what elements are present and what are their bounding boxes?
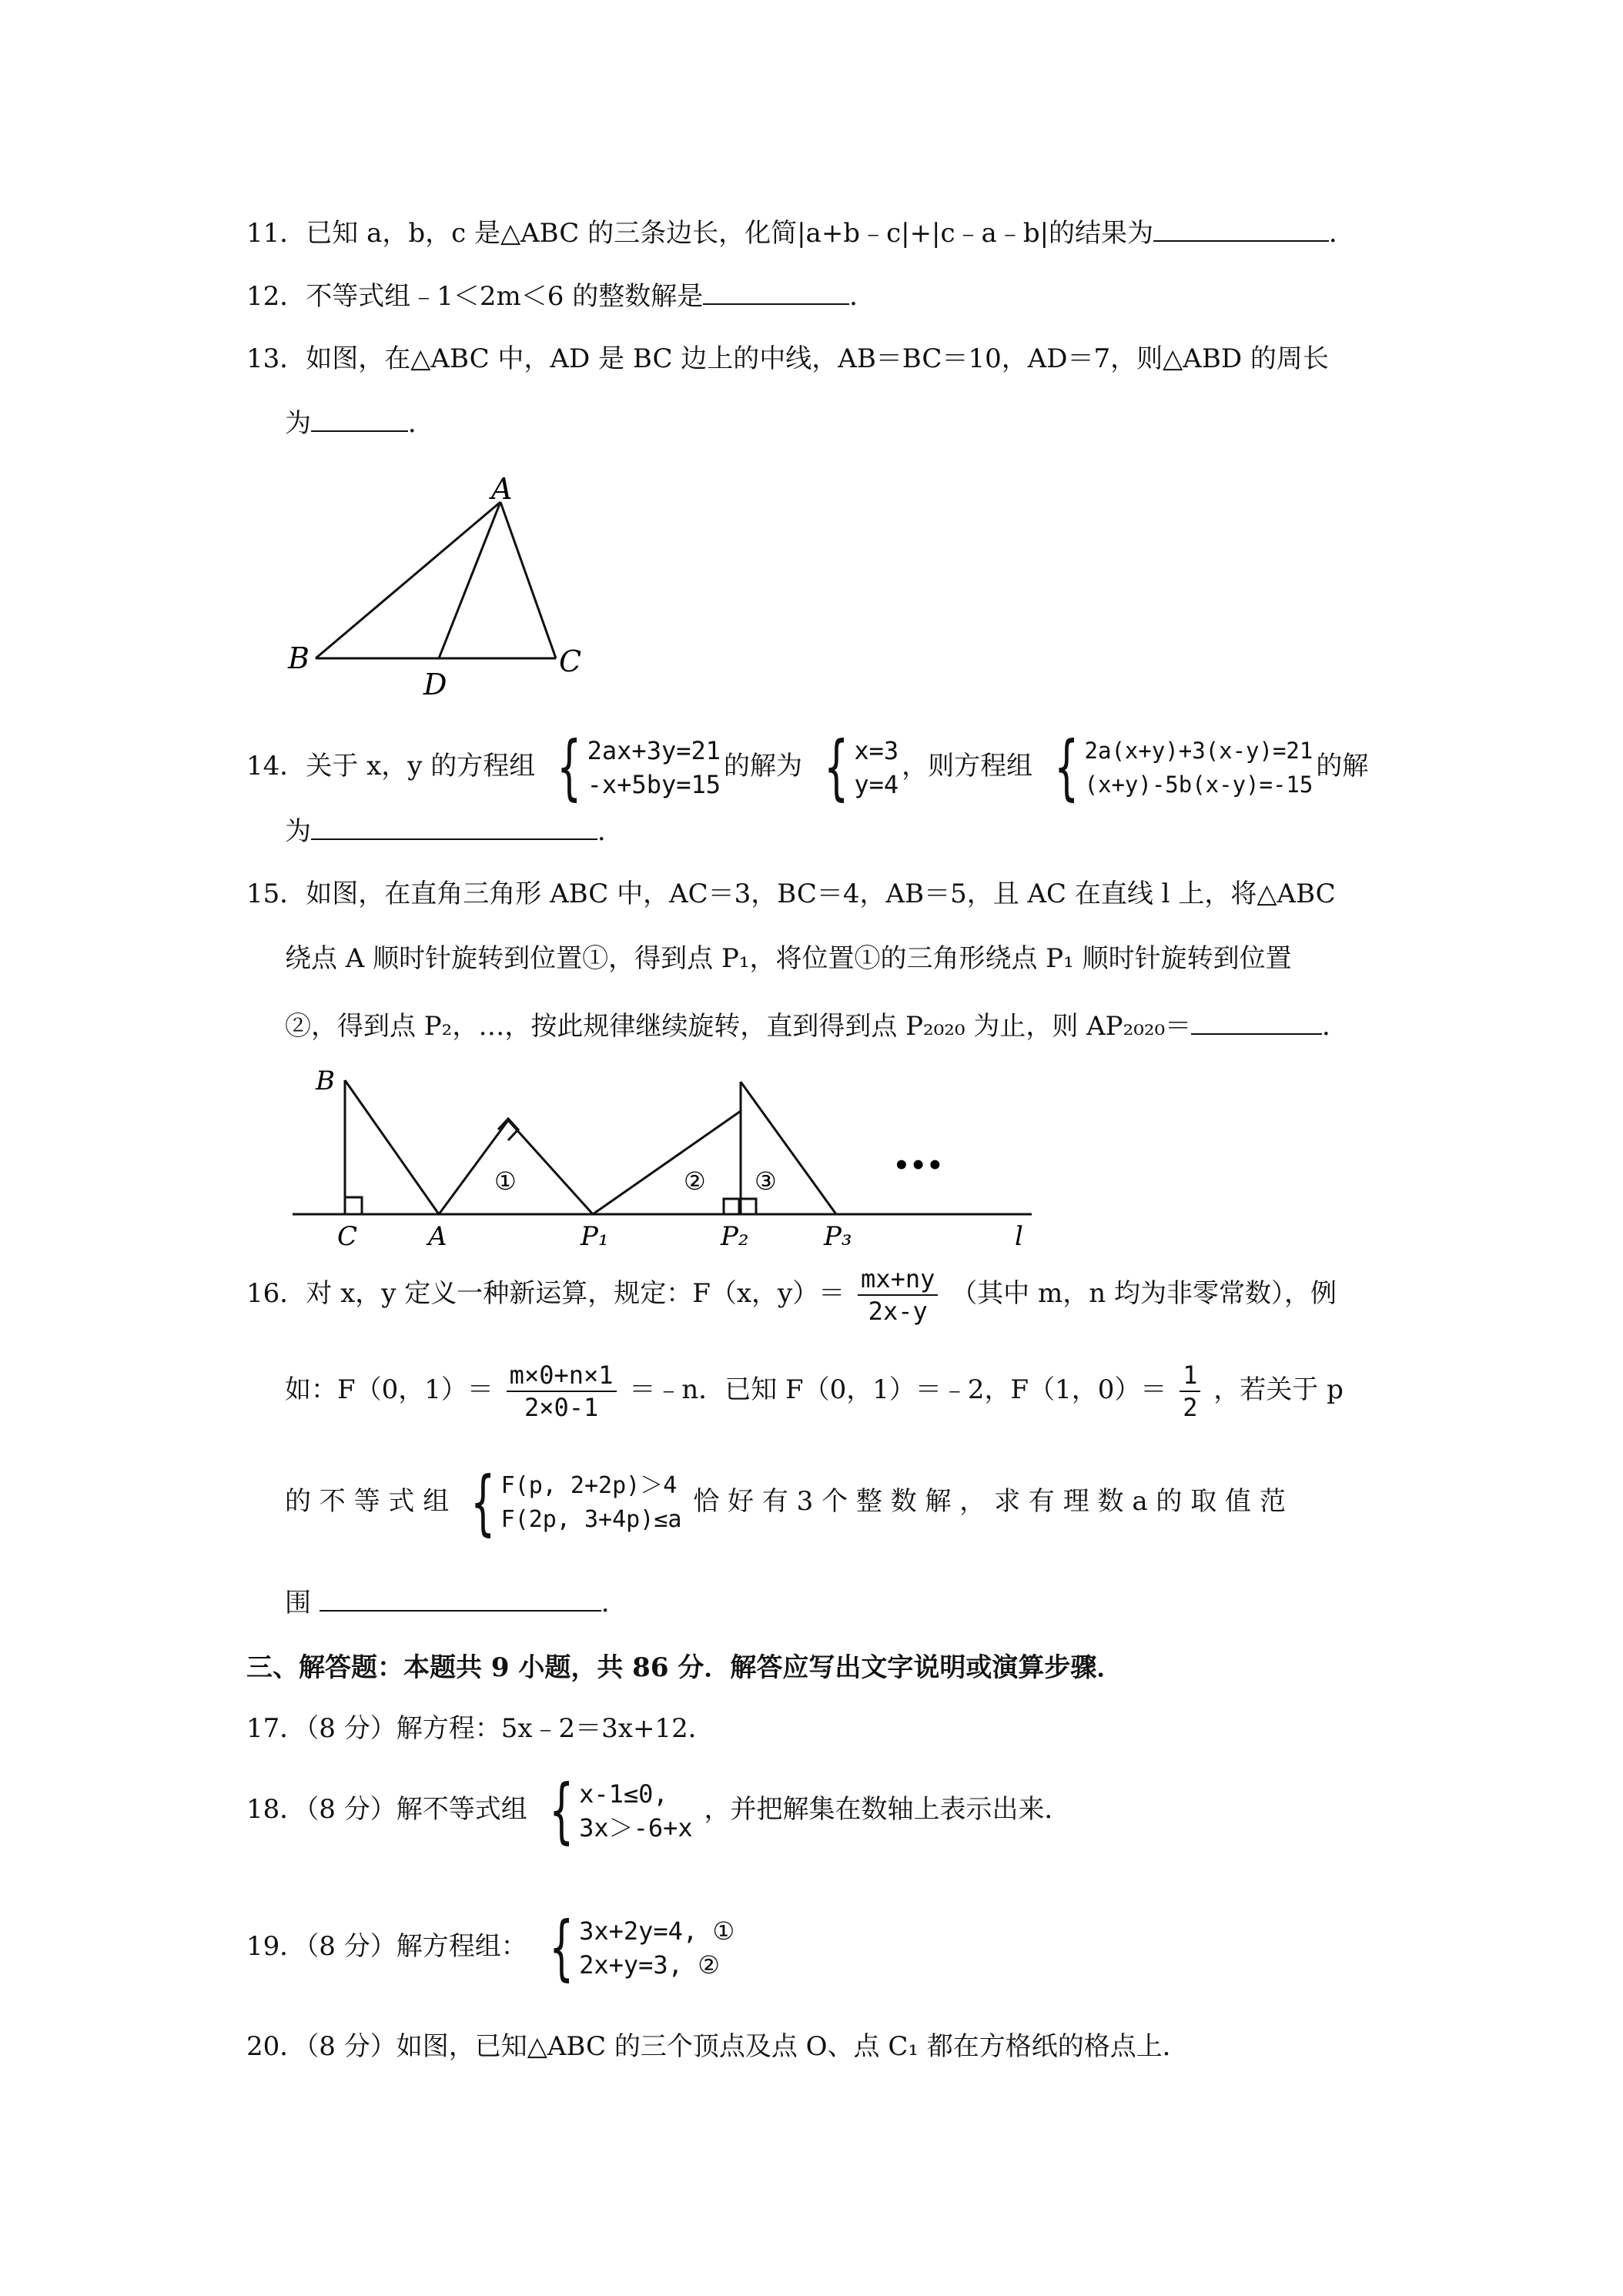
label-a: A — [428, 1221, 447, 1252]
question-18: 18．（8 分）解不等式组 { x-1≤0, 3x＞-6+x ，并把解集在数轴上表示出来． — [246, 1769, 1071, 1852]
question-16-line-3: 的 不 等 式 组 { F(p, 2+2p)＞4 F(2p, 3+4p)≤a 恰 好 有 3 个 整 数 解 ， 求 有 理 数 a 的 取 值 范 — [285, 1461, 1286, 1544]
question-17: 17．（8 分）解方程：5x﹣2＝3x+12． — [246, 1713, 714, 1744]
answer-blank[interactable] — [703, 277, 849, 305]
label-p1: P₁ — [581, 1221, 609, 1252]
question-16-line-4: 围 ． — [285, 1584, 627, 1621]
answer-blank[interactable] — [320, 1584, 601, 1612]
brace-icon: { — [548, 1769, 574, 1852]
label-p3: P₃ — [824, 1221, 852, 1252]
question-20: 20．（8 分）如图，已知△ABC 的三个顶点及点 O、点 C₁ 都在方格纸的格点上． — [246, 2031, 1189, 2062]
brace-icon: { — [824, 726, 849, 808]
label-c: C — [337, 1221, 358, 1252]
question-12-text: 12．不等式组﹣1＜2m＜6 的整数解是 — [246, 281, 704, 312]
brace-icon: { — [470, 1461, 496, 1544]
answer-blank[interactable] — [311, 812, 597, 840]
fraction-example: $\frac{m\times 0+n\times 1}{2\times 0-1}$ — [507, 1360, 617, 1423]
question-15-line-2: 绕点 A 顺时针旋转到位置①，得到点 P₁，将位置①的三角形绕点 P₁ 顺时针旋转到位置 — [285, 943, 1292, 974]
triangle-abd-figure — [277, 470, 601, 701]
question-15-line-1: 15．如图，在直角三角形 ABC 中，AC＝3，BC＝4，AB＝5，且 AC 在直线 l 上，将△ABC — [246, 879, 1336, 909]
question-16-line-2: 如：F（0，1）＝ $\frac{m\times 0+n\times 1}{2\times 0-1}$ ＝﹣n．已知 F（0，1）＝﹣2，F（1，0）＝ $\frac{1}{2}$ ，若关于 p — [285, 1361, 1344, 1422]
question-19: 19．（8 分）解方程组： { 3x+2y=4, ① 2x+y=3, ② — [246, 1906, 735, 1989]
equation-system-1: { 2ax+3y=21 -x+5by=15 — [557, 726, 721, 808]
label-c: C — [559, 644, 582, 678]
brace-icon: { — [557, 726, 582, 808]
position-3-label: ③ — [755, 1166, 777, 1196]
solution-system: { x=3 y=4 — [824, 726, 899, 808]
fraction-half: $\frac{1}{2}$ — [1180, 1360, 1200, 1423]
question-13-line-1: 13．如图，在△ABC 中，AD 是 BC 边上的中线，AB＝BC＝10，AD＝7，则△ABD 的周长 — [246, 343, 1329, 374]
label-d: D — [423, 668, 447, 701]
label-b: B — [316, 1066, 335, 1096]
rotating-triangle-figure — [285, 1066, 1047, 1259]
question-14-line-2: 为 ． — [285, 812, 624, 849]
answer-blank[interactable] — [311, 404, 408, 432]
question-11: 11．已知 a，b，c 是△ABC 的三条边长，化简|a+b﹣c|+|c﹣a﹣b|的结果为 ． — [246, 214, 1355, 251]
inequality-system: { x-1≤0, 3x＞-6+x — [548, 1769, 693, 1852]
brace-icon: { — [548, 1906, 574, 1989]
label-b: B — [288, 641, 310, 675]
question-12: 12．不等式组﹣1＜2m＜6 的整数解是 ． — [246, 277, 875, 314]
answer-blank[interactable] — [1191, 1007, 1322, 1035]
question-15-line-3: ②，得到点 P₂，…，按此规律继续旋转，直到得到点 P₂₀₂₀ 为止，则 AP₂₀₂₀＝ ． — [285, 1007, 1348, 1044]
ellipsis-icon: ••• — [893, 1150, 944, 1181]
label-p2: P₂ — [721, 1221, 749, 1252]
label-a: A — [491, 472, 513, 506]
question-13-line-2: 为 ． — [285, 404, 434, 441]
fraction-definition: $\frac{mx+ny}{2x-y}$ — [858, 1263, 938, 1327]
brace-icon: { — [1054, 726, 1079, 808]
answer-blank[interactable] — [1153, 214, 1329, 242]
section-heading: 三、解答题：本题共 9 小题，共 86 分．解答应写出文字说明或演算步骤． — [246, 1652, 1123, 1683]
question-14: 14．关于 x，y 的方程组 { 2ax+3y=21 -x+5by=15 的解为 { x=3 y=4 ，则方程组 { 2a(x+y)+3(x-y)=21 (x+y)-5b(x-y)=-15 的解 — [246, 726, 1369, 808]
equation-system-2: { 2a(x+y)+3(x-y)=21 (x+y)-5b(x-y)=-15 — [1054, 726, 1313, 808]
question-11-text: 11．已知 a，b，c 是△ABC 的三条边长，化简|a+b﹣c|+|c﹣a﹣b|的结果为 — [246, 218, 1154, 249]
question-16-line-1: 16．对 x，y 定义一种新运算，规定：F（x，y）＝ $\frac{mx+ny}{2x-y}$ （其中 m，n 均为非零常数），例 — [246, 1264, 1337, 1326]
position-1-label: ① — [494, 1166, 517, 1196]
label-l: l — [1015, 1221, 1023, 1252]
equation-system: { 3x+2y=4, ① 2x+y=3, ② — [548, 1906, 735, 1989]
inequality-system: { F(p, 2+2p)＞4 F(2p, 3+4p)≤a — [470, 1461, 682, 1544]
position-2-label: ② — [684, 1166, 706, 1196]
